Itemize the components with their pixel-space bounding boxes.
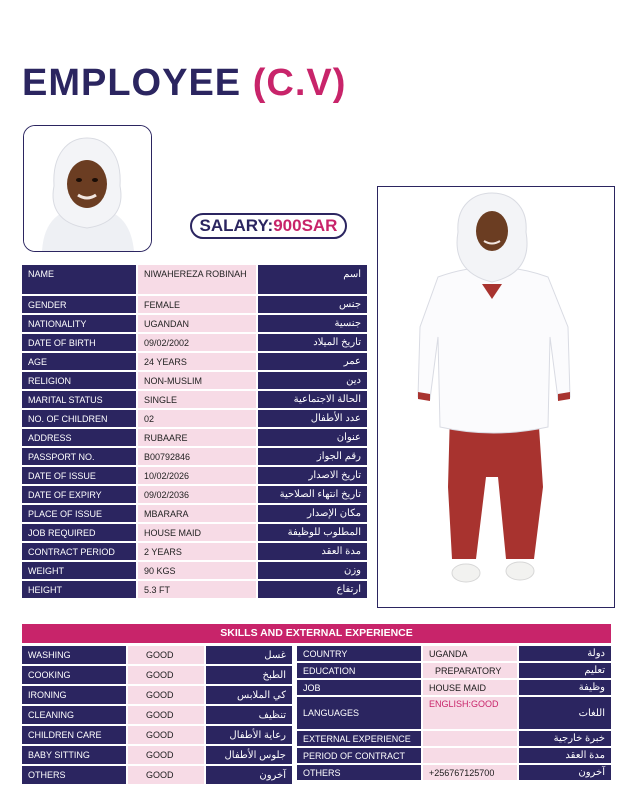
ext-value: UGANDA xyxy=(421,646,519,661)
info-row xyxy=(22,315,367,332)
info-label: GENDER xyxy=(22,296,136,313)
ext-label: EDUCATION xyxy=(297,663,421,678)
ext-label-arabic: تعليم xyxy=(519,663,611,678)
info-label-arabic: تاريخ الاصدار xyxy=(258,467,367,484)
ext-value: ENGLISH:GOOD xyxy=(421,697,519,729)
info-row xyxy=(22,353,367,370)
external-experience-table xyxy=(297,644,611,782)
info-value: NIWAHEREZA ROBINAH xyxy=(136,265,258,294)
info-label-arabic: عدد الأطفال xyxy=(258,410,367,427)
info-label-arabic: دين xyxy=(258,372,367,389)
info-label: NAME xyxy=(22,265,136,294)
skill-label-arabic: كي الملابس xyxy=(206,686,292,704)
skill-value: GOOD xyxy=(126,706,206,724)
skill-value: GOOD xyxy=(126,766,206,784)
info-value: UGANDAN xyxy=(136,315,258,332)
info-label-arabic: ارتفاع xyxy=(258,581,367,598)
info-label-arabic: الحالة الاجتماعية xyxy=(258,391,367,408)
info-label-arabic: وزن xyxy=(258,562,367,579)
info-row xyxy=(22,562,367,579)
info-label: MARITAL STATUS xyxy=(22,391,136,408)
skill-label: BABY SITTING xyxy=(22,746,126,764)
info-label: DATE OF EXPIRY xyxy=(22,486,136,503)
info-value: MBARARA xyxy=(136,505,258,522)
ext-label: EXTERNAL EXPERIENCE xyxy=(297,731,421,746)
info-value: 10/02/2026 xyxy=(136,467,258,484)
skill-label-arabic: الطبخ xyxy=(206,666,292,684)
info-row xyxy=(22,524,367,541)
skills-table xyxy=(22,644,292,786)
skill-label-arabic: تنظيف xyxy=(206,706,292,724)
info-label-arabic: تاريخ الميلاد xyxy=(258,334,367,351)
info-label-arabic: تاريخ انتهاء الصلاحية xyxy=(258,486,367,503)
info-row xyxy=(22,467,367,484)
ext-label: LANGUAGES xyxy=(297,697,421,729)
info-label: RELIGION xyxy=(22,372,136,389)
info-value: FEMALE xyxy=(136,296,258,313)
info-value: HOUSE MAID xyxy=(136,524,258,541)
salary-value: 900SAR xyxy=(273,216,338,235)
info-row xyxy=(22,429,367,446)
info-label: DATE OF ISSUE xyxy=(22,467,136,484)
info-label-arabic: المطلوب للوظيفة xyxy=(258,524,367,541)
skills-header: SKILLS AND EXTERNAL EXPERIENCE xyxy=(22,624,611,643)
skill-label-arabic: آخرون xyxy=(206,766,292,784)
info-label: NO. OF CHILDREN xyxy=(22,410,136,427)
info-label: ADDRESS xyxy=(22,429,136,446)
info-label: DATE OF BIRTH xyxy=(22,334,136,351)
ext-label-arabic: مدة العقد xyxy=(519,748,611,763)
ext-row xyxy=(297,731,611,746)
full-body-photo xyxy=(377,186,615,608)
info-row xyxy=(22,486,367,503)
skill-value: GOOD xyxy=(126,646,206,664)
skill-row xyxy=(22,726,292,744)
skill-value: GOOD xyxy=(126,726,206,744)
skill-label: IRONING xyxy=(22,686,126,704)
skill-row xyxy=(22,766,292,784)
skill-row xyxy=(22,686,292,704)
info-value: 09/02/2002 xyxy=(136,334,258,351)
info-label: NATIONALITY xyxy=(22,315,136,332)
info-label-arabic: عمر xyxy=(258,353,367,370)
title-cv: (C.V) xyxy=(252,62,347,104)
ext-label: JOB xyxy=(297,680,421,695)
personal-info-table xyxy=(22,263,367,600)
info-label-arabic: اسم xyxy=(258,265,367,294)
ext-row xyxy=(297,680,611,695)
info-row xyxy=(22,265,367,294)
info-value: 90 KGS xyxy=(136,562,258,579)
info-value: NON-MUSLIM xyxy=(136,372,258,389)
skill-label: COOKING xyxy=(22,666,126,684)
ext-label-arabic: خبرة خارجية xyxy=(519,731,611,746)
info-label: JOB REQUIRED xyxy=(22,524,136,541)
info-label: WEIGHT xyxy=(22,562,136,579)
info-value: 2 YEARS xyxy=(136,543,258,560)
info-value: 09/02/2036 xyxy=(136,486,258,503)
info-label-arabic: مكان الإصدار xyxy=(258,505,367,522)
info-value: 02 xyxy=(136,410,258,427)
skill-row xyxy=(22,646,292,664)
ext-label-arabic: دولة xyxy=(519,646,611,661)
info-label-arabic: جنسية xyxy=(258,315,367,332)
ext-row xyxy=(297,663,611,678)
info-value: RUBAARE xyxy=(136,429,258,446)
info-row xyxy=(22,581,367,598)
info-row xyxy=(22,543,367,560)
ext-label-arabic: آخرون xyxy=(519,765,611,780)
skill-value: GOOD xyxy=(126,746,206,764)
ext-label: PERIOD OF CONTRACT xyxy=(297,748,421,763)
info-row xyxy=(22,372,367,389)
info-label: PLACE OF ISSUE xyxy=(22,505,136,522)
info-label-arabic: مدة العقد xyxy=(258,543,367,560)
info-row xyxy=(22,296,367,313)
info-label: AGE xyxy=(22,353,136,370)
info-label-arabic: عنوان xyxy=(258,429,367,446)
ext-value: PREPARATORY xyxy=(421,663,519,678)
info-label: HEIGHT xyxy=(22,581,136,598)
skill-label: CLEANING xyxy=(22,706,126,724)
skill-value: GOOD xyxy=(126,666,206,684)
skill-label: OTHERS xyxy=(22,766,126,784)
salary-label: SALARY: xyxy=(199,216,274,235)
info-row xyxy=(22,334,367,351)
skill-row xyxy=(22,746,292,764)
info-row xyxy=(22,410,367,427)
salary-badge xyxy=(190,213,347,239)
info-value: B00792846 xyxy=(136,448,258,465)
info-value: SINGLE xyxy=(136,391,258,408)
ext-label: OTHERS xyxy=(297,765,421,780)
ext-label-arabic: اللغات xyxy=(519,697,611,729)
ext-row xyxy=(297,765,611,780)
ext-label-arabic: وظيفة xyxy=(519,680,611,695)
ext-row xyxy=(297,646,611,661)
page-title xyxy=(22,62,346,105)
ext-value xyxy=(421,748,519,763)
skill-label-arabic: غسل xyxy=(206,646,292,664)
ext-value xyxy=(421,731,519,746)
info-row xyxy=(22,505,367,522)
ext-label: COUNTRY xyxy=(297,646,421,661)
info-row xyxy=(22,391,367,408)
ext-value: +256767125700 xyxy=(421,765,519,780)
skill-label-arabic: جلوس الأطفال xyxy=(206,746,292,764)
ext-row xyxy=(297,748,611,763)
skill-label-arabic: رعاية الأطفال xyxy=(206,726,292,744)
skill-value: GOOD xyxy=(126,686,206,704)
title-main: EMPLOYEE xyxy=(22,62,242,104)
info-value: 24 YEARS xyxy=(136,353,258,370)
portrait-photo xyxy=(23,125,152,252)
skill-row xyxy=(22,666,292,684)
skill-row xyxy=(22,706,292,724)
info-label: CONTRACT PERIOD xyxy=(22,543,136,560)
skill-label: WASHING xyxy=(22,646,126,664)
info-label: PASSPORT NO. xyxy=(22,448,136,465)
ext-value: HOUSE MAID xyxy=(421,680,519,695)
skill-label: CHILDREN CARE xyxy=(22,726,126,744)
info-value: 5.3 FT xyxy=(136,581,258,598)
info-label-arabic: جنس xyxy=(258,296,367,313)
info-label-arabic: رقم الجواز xyxy=(258,448,367,465)
ext-row xyxy=(297,697,611,729)
info-row xyxy=(22,448,367,465)
